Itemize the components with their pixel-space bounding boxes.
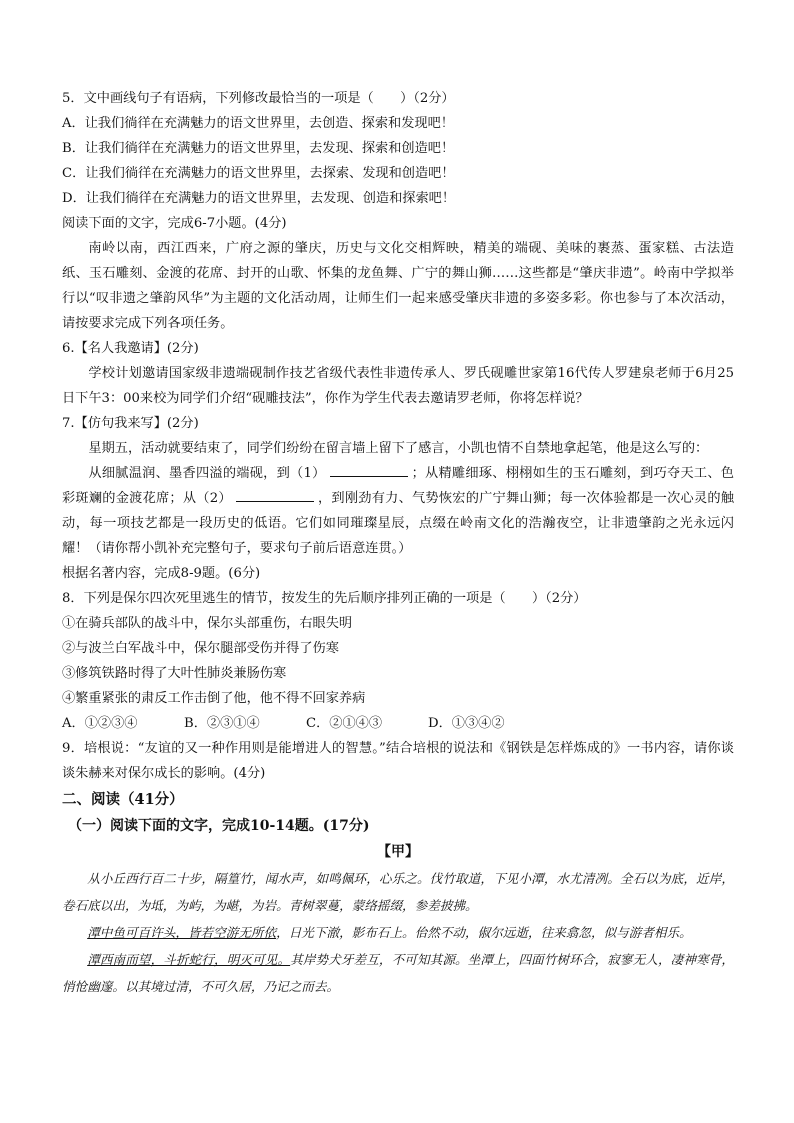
section2-title: 二、阅读（41分） <box>62 791 184 808</box>
reading89-intro: 根据名著内容，完成8-9题。(6分) <box>62 566 261 581</box>
reading67-passage: 南岭以南，西江西来，广府之源的肇庆，历史与文化交相辉映，精美的端砚、美味的裹蒸、蛋家糕、古法造纸、玉石雕刻、金渡的花席、封开的山歌、怀集的龙鱼舞、广宁的舞山狮……这些都是“肇庆非遗”。岭南中学拟举行以“叹非遗之肇韵风华”为主题的文化活动周，让师生们一起来感受肇庆非遗的多姿多彩。你也参与了本次活动，请按要求完成下列各项任务。 <box>62 241 734 331</box>
q7-blank-2[interactable] <box>236 488 314 502</box>
q7-part1: 从细腻温润、墨香四溢的端砚，到（1） <box>88 466 326 481</box>
q8-item-2: ②与波兰白军战斗中，保尔腿部受伤并得了伤寒 <box>62 641 339 656</box>
q8-item-1: ①在骑兵部队的战斗中，保尔头部重伤，右眼失明 <box>62 616 353 631</box>
q6-body: 学校计划邀请国家级非遗端砚制作技艺省级代表性非遗传承人、罗氏砚雕世家第16代传人罗建泉老师于6月25日下午3：00来校为同学们介绍“砚雕技法”，你作为学生代表去邀请罗老师，你将怎样说？ <box>62 366 734 406</box>
q8-item-3: ③修筑铁路时得了大叶性肺炎兼肠伤寒 <box>62 666 287 681</box>
classical-p3 <box>62 946 734 1000</box>
q8-option-c: C．②①④③ <box>306 716 383 731</box>
q8-option-b: B．②③①④ <box>184 716 260 731</box>
q5-stem: 5．文中画线句子有语病，下列修改最恰当的一项是（ ）（2分） <box>62 91 455 106</box>
classical-p2-underlined: 潭中鱼可百许头，皆若空游无所依 <box>87 925 277 940</box>
q8-option-a: A．①②③④ <box>62 716 138 731</box>
passage-jia-label: 【甲】 <box>377 844 419 860</box>
q5-option-b: B．让我们徜徉在充满魅力的语文世界里，去发现、探索和创造吧！ <box>62 141 455 156</box>
section2-sub1: （一）阅读下面的文字，完成10-14题。(17分) <box>68 818 370 834</box>
exam-page <box>62 86 734 1000</box>
classical-p3-underlined: 潭西南而望，斗折蛇行，明灭可见。 <box>87 952 291 967</box>
q8-item-4: ④繁重紧张的肃反工作击倒了他，他不得不回家养病 <box>62 691 366 706</box>
q8-stem: 8．下列是保尔四次死里逃生的情节，按发生的先后顺序排列正确的一项是（ ）（2分） <box>62 591 587 606</box>
q5-option-c: C．让我们徜徉在充满魅力的语文世界里，去探索、发现和创造吧！ <box>62 166 455 181</box>
q7-sentence <box>62 461 734 561</box>
q7-part2: ；从精雕细琢、栩栩如生的玉石雕刻，到巧夺天工、色彩斑斓的金渡花席；从（2） <box>62 466 734 506</box>
q7-body: 星期五，活动就要结束了，同学们纷纷在留言墙上留下了感言，小凯也情不自禁地拿起笔，他是这么写的： <box>88 441 709 456</box>
q7-blank-1[interactable] <box>330 463 408 477</box>
q7-part3: ，到刚劲有力、气势恢宏的广宁舞山狮；每一次体验都是一次心灵的触动，每一项技艺都是一段历史的低语。它们如同璀璨星辰，点缀在岭南文化的浩瀚夜空，让非遗肇韵之光永远闪耀！（请你帮小凯补充完整句子，要求句子前后语意连贯。） <box>62 491 735 556</box>
classical-p1: 从小丘西行百二十步，隔篁竹，闻水声，如鸣佩环，心乐之。伐竹取道，下见小潭，水尤清冽。全石以为底，近岸，卷石底以出，为坻，为屿，为嵁，为岩。青树翠蔓，蒙络摇缀，参差披拂。 <box>62 871 734 913</box>
classical-p3-rest: 其岸势犬牙差互，不可知其源。坐潭上，四面竹树环合，寂寥无人，凄神寒骨，悄怆幽邃。以其境过清，不可久居，乃记之而去。 <box>62 952 735 994</box>
reading67-intro: 阅读下面的文字，完成6-7小题。(4分) <box>62 216 287 231</box>
q6-title: 6.【名人我邀请】(2分) <box>62 341 199 356</box>
q8-options <box>62 711 734 736</box>
q7-title: 7.【仿句我来写】(2分) <box>62 416 199 431</box>
q5-option-d: D．让我们徜徉在充满魅力的语文世界里，去发现、创造和探索吧！ <box>62 191 456 206</box>
q9-body: 9．培根说：“友谊的又一种作用则是能增进人的智慧。”结合培根的说法和《钢铁是怎样炼成的》一书内容，请你谈谈朱赫来对保尔成长的影响。(4分) <box>62 741 734 781</box>
q5-option-a: A．让我们徜徉在充满魅力的语文世界里，去创造、探索和发现吧！ <box>62 116 454 131</box>
q8-option-d: D．①③④② <box>428 716 505 731</box>
classical-p2-rest: ，日光下澈，影布石上。佁然不动，俶尔远逝，往来翕忽，似与游者相乐。 <box>276 925 692 940</box>
classical-p2 <box>62 919 734 946</box>
